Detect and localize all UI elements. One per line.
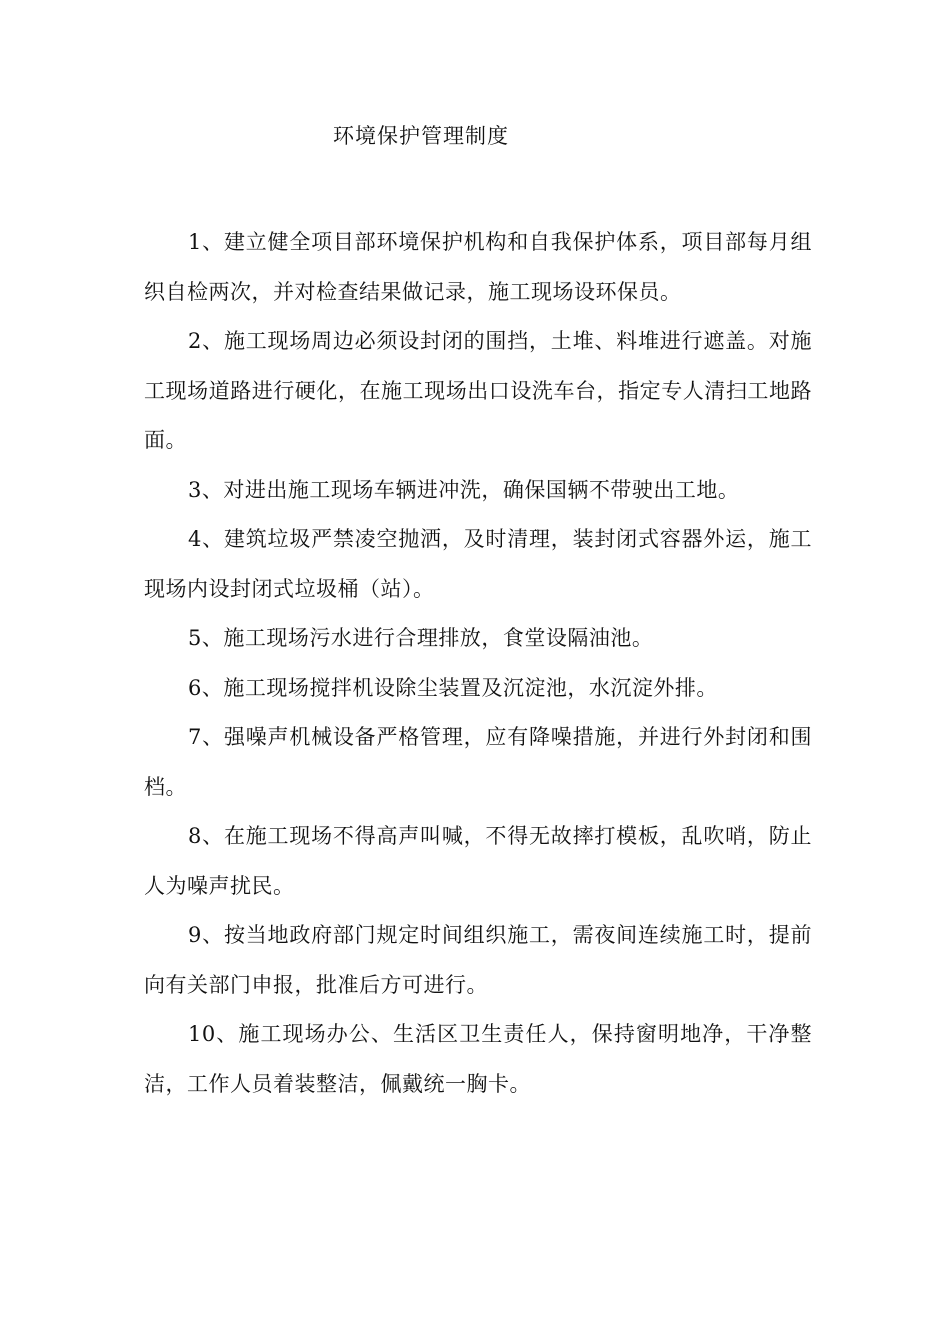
document-body bbox=[144, 218, 812, 1109]
paragraph-10: 10、施工现场办公、生活区卫生责任人，保持窗明地净，干净整洁，工作人员着装整洁，佩戴统一胸卡。 bbox=[144, 1022, 812, 1096]
paragraph-8: 8、在施工现场不得高声叫喊，不得无故摔打模板，乱吹哨，防止人为噪声扰民。 bbox=[144, 824, 812, 898]
document-title: 环境保护管理制度 bbox=[333, 124, 509, 148]
paragraph-2: 2、施工现场周边必须设封闭的围挡，土堆、料堆进行遮盖。对施工现场道路进行硬化，在施工现场出口设洗车台，指定专人清扫工地路面。 bbox=[144, 329, 812, 452]
paragraph-7: 7、强噪声机械设备严格管理，应有降噪措施，并进行外封闭和围档。 bbox=[144, 725, 812, 799]
paragraph-9: 9、按当地政府部门规定时间组织施工，需夜间连续施工时，提前向有关部门申报，批准后方可进行。 bbox=[144, 923, 812, 997]
paragraph-1: 1、建立健全项目部环境保护机构和自我保护体系，项目部每月组织自检两次，并对检查结果做记录，施工现场设环保员。 bbox=[144, 230, 812, 304]
paragraph-3: 3、对进出施工现场车辆进冲洗，确保国辆不带驶出工地。 bbox=[188, 477, 740, 502]
paragraph-4: 4、建筑垃圾严禁凌空抛洒，及时清理，装封闭式容器外运，施工现场内设封闭式垃圾桶（站）。 bbox=[144, 527, 812, 601]
paragraph-6: 6、施工现场搅拌机设除尘装置及沉淀池，水沉淀外排。 bbox=[188, 675, 718, 700]
paragraph-5: 5、施工现场污水进行合理排放，食堂设隔油池。 bbox=[188, 626, 654, 650]
